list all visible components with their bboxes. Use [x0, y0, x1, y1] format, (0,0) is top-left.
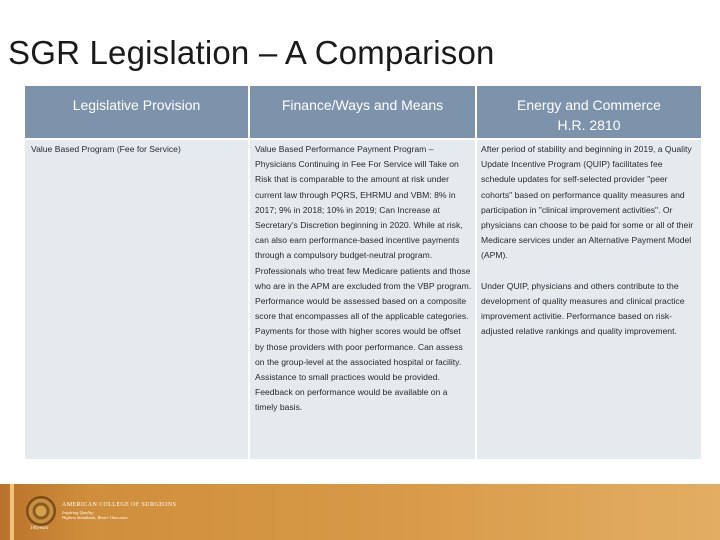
header-energy-commerce-line2: H.R. 2810: [557, 117, 621, 133]
comparison-table: [25, 86, 701, 459]
slide-title: SGR Legislation – A Comparison: [8, 34, 495, 71]
cell-provision: Value Based Program (Fee for Service): [31, 144, 181, 154]
column-divider: [248, 86, 250, 459]
org-name: AMERICAN COLLEGE OF SURGEONS: [62, 502, 177, 508]
header-legislative-provision: Legislative Provision: [72, 97, 201, 113]
finance-paragraph-2: Performance would be assessed based on a composite score that encompasses all of the applicable categories. Payments for those with higher scores would be offset by those providers with poor performance. Can assess on the group-level at the associated hospital or facility. Assistance to small practices would be provided. Feedback on performance would be available on a timely basis.: [255, 296, 469, 413]
tagline-line2: Highest Standards, Better Outcomes: [62, 515, 128, 520]
table-header-row: [25, 86, 701, 138]
tagline-line1: Inspiring Quality:: [62, 510, 95, 515]
header-separator: [25, 138, 701, 140]
acs-seal-logo: [26, 496, 56, 526]
centennial-mark: 100years: [30, 526, 49, 531]
header-finance-ways-means: Finance/Ways and Means: [281, 97, 444, 113]
header-energy-commerce-line1: Energy and Commerce: [517, 97, 661, 113]
footer-accent-stripe: [10, 484, 14, 540]
column-divider: [475, 86, 477, 459]
energy-paragraph-1: After period of stability and beginning in 2019, a Quality Update Incentive Program (QUIP) facilitates fee schedule updates for self-selected provider "peer cohorts" based on performance quality measures and participation in "clinical improvement activities". Or physicians can choose to be paid for some or all of their Medicare services under an Alternative Payment Model (APM).: [481, 144, 694, 261]
energy-paragraph-2: Under QUIP, physicians and others contribute to the development of quality measures and clinical practice improvement activitie. Performance based on risk-adjusted relative rankings and quality improvement.: [481, 280, 685, 337]
finance-paragraph-1: Value Based Performance Payment Program – Physicians Continuing in Fee For Service will Take on Risk that is comparable to the amount at risk under current law through PQRS, EHRMU and VBM: 8% in 2017; 9% in 2018; 10% in 2019; Can Increase at Secretary’s Discretion beginning in 2020. While at risk, can also earn performance-based incentive payments through a compulsory budget-neutral program. Professionals who treat few Medicare patients and those who are in the APM are excluded from the VBP program.: [255, 144, 472, 291]
cell-energy: [481, 142, 699, 339]
org-tagline: [62, 510, 128, 520]
cell-finance: [255, 142, 472, 416]
header-energy-commerce: [477, 86, 701, 138]
